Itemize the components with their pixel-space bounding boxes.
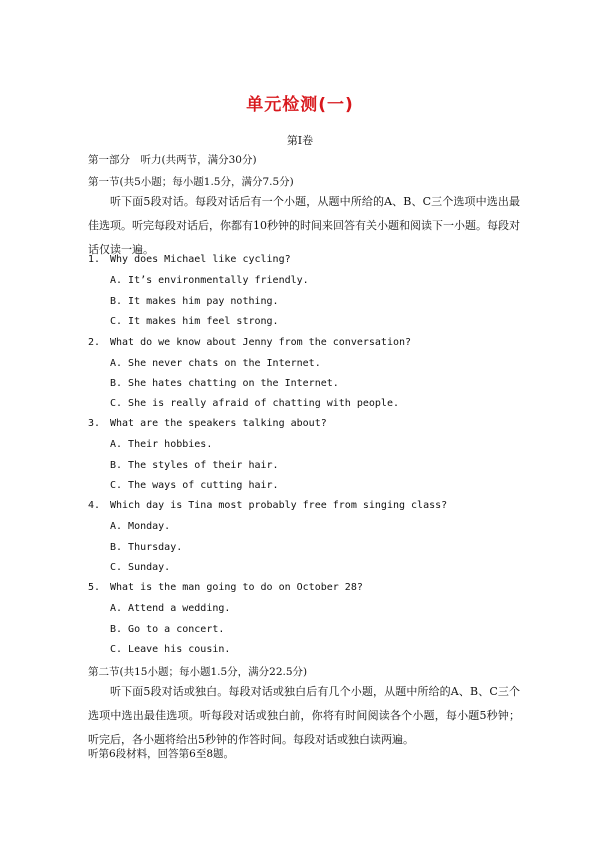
question-text: Which day is Tina most probably free from singing class? [110, 500, 448, 511]
option-5a: A. Attend a wedding. [110, 603, 231, 614]
question-text: Why does Michael like cycling? [110, 254, 291, 265]
question-number: 3. [88, 418, 101, 429]
question-text: What do we know about Jenny from the conversation? [110, 337, 412, 348]
question-3 [88, 418, 327, 429]
option-3c: C. The ways of cutting hair. [110, 480, 279, 491]
option-1b: B. It makes him pay nothing. [110, 296, 279, 307]
question-2 [88, 337, 411, 348]
option-1c: C. It makes him feel strong. [110, 316, 279, 327]
section2-heading: 第二节(共15小题；每小题1.5分，满分22.5分) [88, 666, 308, 678]
section1-instructions: 听下面5段对话。每段对话后有一个小题，从题中所给的A、B、C三个选项中选出最佳选项。听完每段对话后，你都有10秒钟的时间来回答有关小题和阅读下一小题。每段对话仅读一遍。 [88, 195, 520, 256]
option-4a: A. Monday. [110, 521, 171, 532]
option-3b: B. The styles of their hair. [110, 460, 279, 471]
option-2a: A. She never chats on the Internet. [110, 358, 321, 369]
option-5b: B. Go to a concert. [110, 624, 225, 635]
option-2c: C. She is really afraid of chatting with people. [110, 398, 399, 409]
question-number: 2. [88, 337, 101, 348]
option-5c: C. Leave his cousin. [110, 644, 231, 655]
option-1a: A. It’s environmentally friendly. [110, 275, 309, 286]
option-2b: B. She hates chatting on the Internet. [110, 378, 339, 389]
question-5 [88, 582, 363, 593]
section1-heading: 第一节(共5小题；每小题1.5分，满分7.5分) [88, 176, 294, 188]
option-4c: C. Sunday. [110, 562, 171, 573]
material6-note: 听第6段材料，回答第6至8题。 [88, 748, 235, 760]
section2-instructions: 听下面5段对话或独白。每段对话或独白后有几个小题，从题中所给的A、B、C三个选项中选出最佳选项。听每段对话或独白前，你将有时间阅读各个小题，每小题5秒钟；听完后，各小题将给出5秒钟的作答时间。每段对话或独白读两遍。 [88, 685, 520, 746]
volume-label: 第Ⅰ卷 [286, 134, 314, 147]
question-text: What are the speakers talking about? [110, 418, 327, 429]
question-number: 4. [88, 500, 101, 511]
question-number: 1. [88, 254, 101, 265]
option-3a: A. Their hobbies. [110, 439, 213, 450]
question-text: What is the man going to do on October 28? [110, 582, 363, 593]
part1-heading: 第一部分 听力(共两节，满分30分) [88, 154, 257, 166]
question-1 [88, 254, 291, 265]
question-4 [88, 500, 447, 511]
question-number: 5. [88, 582, 101, 593]
option-4b: B. Thursday. [110, 542, 183, 553]
document-title: 单元检测(一) [246, 95, 354, 115]
